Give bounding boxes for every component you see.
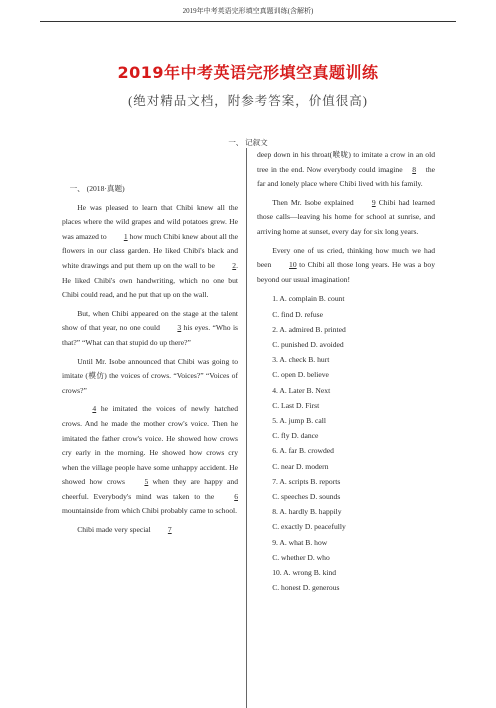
option-line: C. exactly D. peacefully — [272, 522, 346, 532]
blank-6: 6 — [234, 491, 238, 501]
option-line: C. punished D. avoided — [272, 339, 344, 349]
option-line: 4. A. Later B. Next — [272, 385, 331, 395]
option-line: 9. A. what B. how — [272, 537, 328, 547]
blank-5: 5 — [144, 477, 149, 487]
option-line: 10. A. wrong B. kind — [272, 568, 337, 577]
option-line: C. speeches D. sounds — [272, 491, 341, 501]
option-line: 1. A. complain B. count — [272, 294, 345, 304]
option-line: 2. A. admired B. printed — [272, 324, 346, 334]
page-header: 2019年中考英语完形填空真题训练(含解析) — [182, 7, 314, 15]
passage-heading: 一、 (2018·真题) — [69, 184, 125, 193]
blank-2: 2 — [232, 260, 237, 270]
paragraph-3: Until Mr. Isobe announced that Chibi was going to imitate (模仿) the voices of crows. “Voices?” “Voices of crows?” — [62, 356, 238, 395]
paragraph-5-continued: deep down in his throat(喉咙) to imitate a crow in an old tree in the end. Now everybody could imagine 8 the far and lonely place where Chibi lived with his family. — [257, 150, 435, 189]
option-line: 6. A. far B. crowded — [272, 446, 334, 456]
left-column — [62, 182, 238, 542]
document-subtitle: (绝对精品文档，附参考答案，价值很高) — [128, 94, 368, 108]
section-heading: 一、 记叙文 — [228, 138, 268, 147]
option-line: 8. A. hardly B. happily — [272, 507, 342, 517]
blank-7: 7 — [167, 525, 172, 535]
option-line: C. find D. refuse — [272, 309, 324, 319]
document-title: 2019年中考英语完形填空真题训练 — [117, 63, 379, 82]
header-divider — [40, 21, 456, 22]
blank-10: 10 — [289, 260, 297, 270]
option-line: 5. A. jump B. call — [272, 415, 326, 425]
option-line: C. honest D. generous — [272, 583, 340, 593]
paragraph-2: But, when Chibi appeared on the stage at the talent show of that year, no one could 3 his eyes. “Who is that?” “What can that stupid do up there?” — [62, 308, 239, 347]
paragraph-4: 4 he imitated the voices of newly hatched crows. And he made the mother crow's voice. Then he imitated the father crow's voice. He showed how crows cry early in the morning. He showed how crows cry when the village people have some unhappy accident. He showed how crows 5 when they are happy and cheerful. Everybody's mind was taken to the 6 mountainside from which Chibi probably came to school. — [62, 404, 239, 516]
answer-options — [257, 291, 435, 595]
paragraph-7: Every one of us cried, thinking how much we had been 10 to Chibi all those long years. He was a boy beyond our usual imagination! — [257, 245, 436, 284]
option-line: C. open D. believe — [272, 370, 329, 380]
option-line: C. whether D. who — [272, 552, 330, 562]
blank-8: 8 — [412, 164, 417, 174]
blank-3: 3 — [177, 323, 182, 333]
paragraph-6: Then Mr. Isobe explained 9 Chibi had learned those calls—leaving his home for school at sunrise, and arriving home at sunset, every day for six long years. — [257, 197, 435, 236]
right-column — [257, 148, 435, 595]
column-divider — [246, 148, 247, 708]
option-line: C. near D. modern — [272, 461, 329, 471]
blank-1: 1 — [123, 231, 128, 241]
option-line: 3. A. check B. hurt — [272, 355, 330, 365]
option-line: 7. A. scripts B. reports — [272, 476, 341, 486]
blank-9: 9 — [371, 197, 376, 207]
paragraph-5-start: Chibi made very special 7 — [62, 523, 238, 538]
option-line: C. fly D. dance — [272, 431, 319, 441]
blank-4: 4 — [92, 404, 97, 414]
paragraph-1: He was pleased to learn that Chibi knew all the places where the wild grapes and wild potatoes grew. He was amazed to 1 how much Chibi knew about all the flowers in our class garden. He liked Chibi's black and white drawings and put them up on the wall to be 2. He liked Chibi's own handwriting, which no one but Chibi could read, and he put that up on the wall. — [62, 202, 238, 300]
option-line: C. Last D. First — [272, 400, 320, 410]
